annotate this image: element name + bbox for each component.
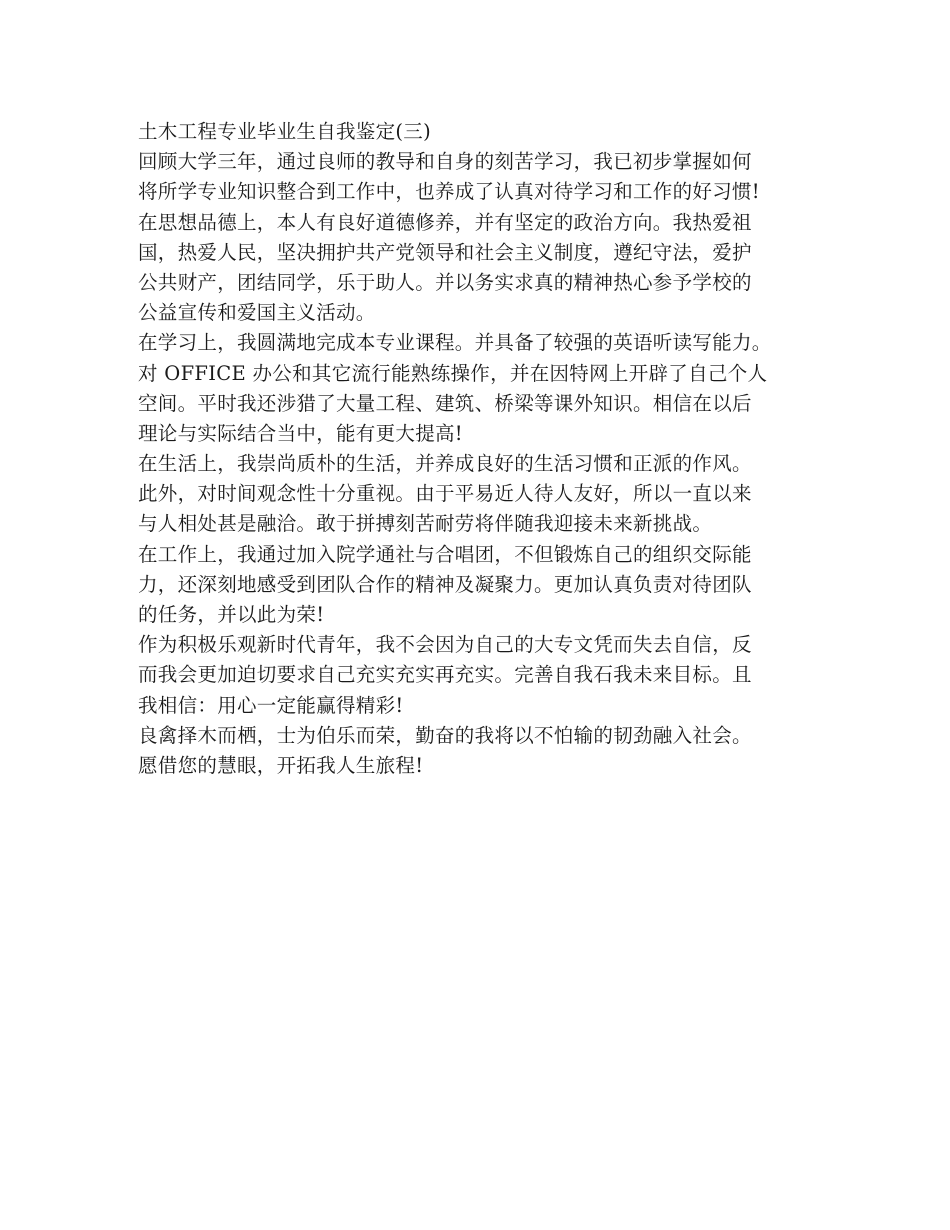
paragraph-line: 与人相处甚是融洽。敢于拼搏刻苦耐劳将伴随我迎接未来新挑战。: [138, 512, 713, 536]
paragraph-line: 回顾大学三年，通过良师的教导和自身的刻苦学习，我已初步掌握如何: [138, 150, 752, 174]
paragraph-line: 我相信：用心一定能赢得精彩!: [138, 693, 404, 717]
paragraph-line: 力，还深刻地感受到团队合作的精神及凝聚力。更加认真负责对待团队: [138, 572, 752, 596]
paragraph-line: 此外，对时间观念性十分重视。由于平易近人待人友好，所以一直以来: [138, 482, 752, 506]
paragraph-line: 作为积极乐观新时代青年，我不会因为自己的大专文凭而失去自信，反: [138, 633, 752, 657]
paragraph-line: 对 OFFICE 办公和其它流行能熟练操作，并在因特网上开辟了自己个人: [138, 361, 768, 385]
paragraph-line: 将所学专业知识整合到工作中，也养成了认真对待学习和工作的好习惯!: [138, 180, 760, 204]
paragraph-line: 公益宣传和爱国主义活动。: [138, 301, 376, 325]
paragraph-line: 在生活上，我崇尚质朴的生活，并养成良好的生活习惯和正派的作风。: [138, 452, 752, 476]
paragraph-line: 空间。平时我还涉猎了大量工程、建筑、桥梁等课外知识。相信在以后: [138, 391, 752, 415]
paragraph-line: 在学习上，我圆满地完成本专业课程。并具备了较强的英语听读写能力。: [138, 331, 772, 355]
document-title: 土木工程专业毕业生自我鉴定(三): [138, 120, 432, 143]
paragraph-line: 在思想品德上，本人有良好道德修养，并有坚定的政治方向。我热爱祖: [138, 210, 752, 234]
paragraph-line: 公共财产，团结同学，乐于助人。并以务实求真的精神热心参予学校的: [138, 270, 752, 294]
paragraph-line: 理论与实际结合当中，能有更大提高!: [138, 421, 463, 445]
paragraph-line: 愿借您的慧眼，开拓我人生旅程!: [138, 753, 424, 777]
paragraph-line: 的任务，并以此为荣!: [138, 603, 325, 626]
document-body: [138, 117, 838, 781]
paragraph-line: 而我会更加迫切要求自己充实充实再充实。完善自我石我未来目标。且: [138, 663, 752, 687]
paragraph-line: 良禽择木而栖，士为伯乐而荣，勤奋的我将以不怕输的韧劲融入社会。: [138, 723, 752, 747]
paragraph-line: 国，热爱人民，坚决拥护共产党领导和社会主义制度，遵纪守法，爱护: [138, 240, 752, 264]
paragraph-line: 在工作上，我通过加入院学通社与合唱团，不但锻炼自己的组织交际能: [138, 542, 752, 566]
